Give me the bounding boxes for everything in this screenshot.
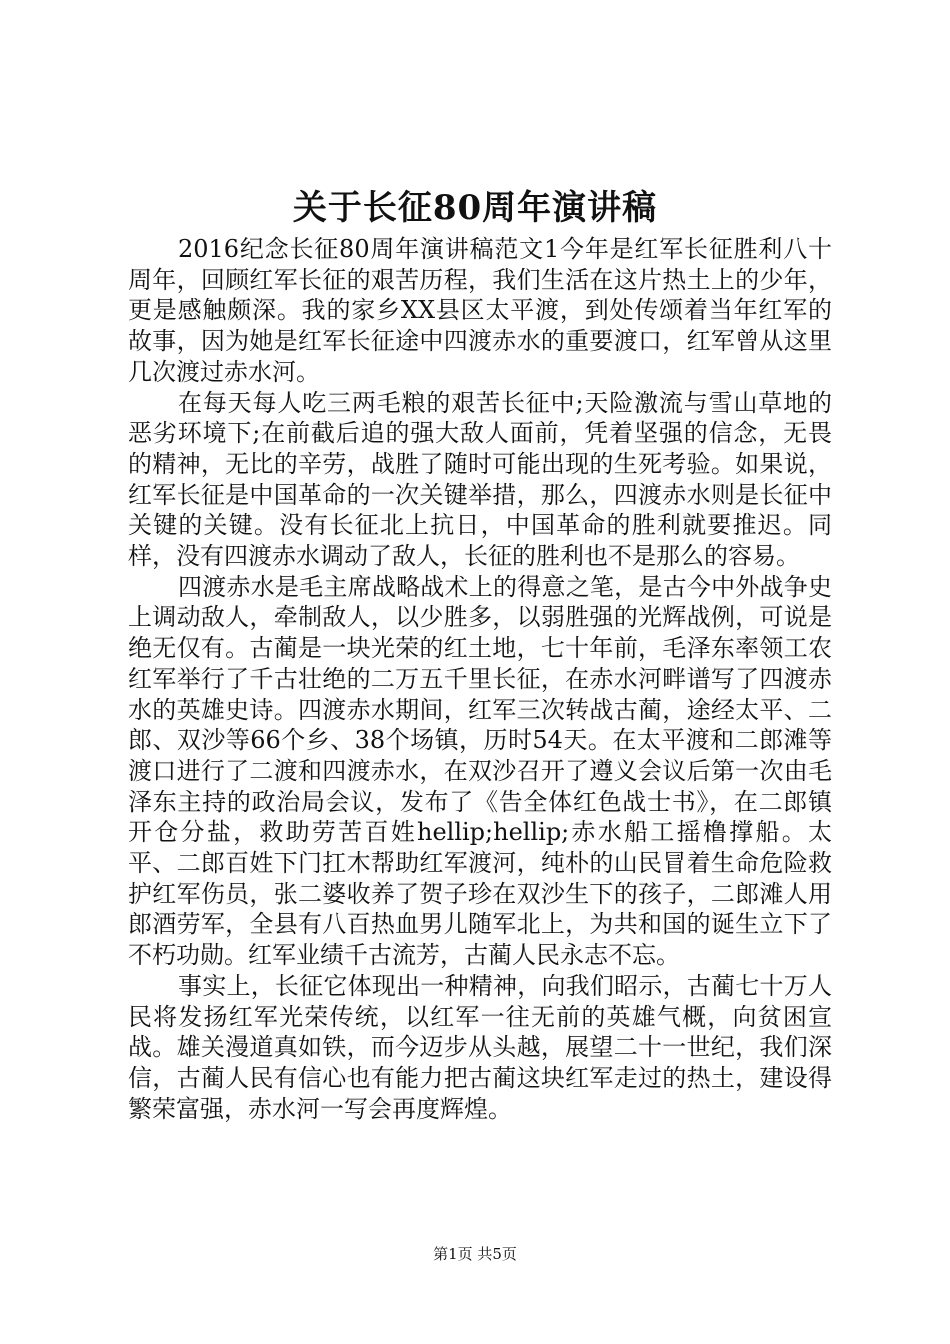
paragraph-3: 四渡赤水是毛主席战略战术上的得意之笔，是古今中外战争史上调动敌人，牵制敌人，以少胜多，以弱胜强的光辉战例，可说是绝无仅有。古蔺是一块光荣的红土地，七十年前，毛泽东率领工农红军举行了千古壮绝的二万五千里长征，在赤水河畔谱写了四渡赤水的英雄史诗。四渡赤水期间，红军三次转战古蔺，途经太平、二郎、双沙等66个乡、38个场镇，历时54天。在太平渡和二郎滩等渡口进行了二渡和四渡赤水，在双沙召开了遵义会议后第一次由毛泽东主持的政治局会议，发布了《告全体红色战士书》，在二郎镇开仓分盐，救助劳苦百姓hellip;hellip;赤水船工摇橹撑船。太平、二郎百姓下门扛木帮助红军渡河，纯朴的山民冒着生命危险救护红军伤员，张二婆收养了贺子珍在双沙生下的孩子，二郎滩人用郎酒劳军，全县有八百热血男儿随军北上，为共和国的诞生立下了不朽功勋。红军业绩千古流芳，古蔺人民永志不忘。 <box>128 572 832 970</box>
paragraph-2: 在每天每人吃三两毛粮的艰苦长征中;天险激流与雪山草地的恶劣环境下;在前截后追的强大敌人面前，凭着坚强的信念，无畏的精神，无比的辛劳，战胜了随时可能出现的生死考验。如果说，红军长征是中国革命的一次关键举措，那么，四渡赤水则是长征中关键的关键。没有长征北上抗日，中国革命的胜利就要推迟。同样，没有四渡赤水调动了敌人，长征的胜利也不是那么的容易。 <box>128 388 832 571</box>
document-body <box>128 234 832 1124</box>
paragraph-1: 2016纪念长征80周年演讲稿范文1今年是红军长征胜利八十周年，回顾红军长征的艰苦历程，我们生活在这片热土上的少年，更是感触颇深。我的家乡XX县区太平渡，到处传颂着当年红军的故事，因为她是红军长征途中四渡赤水的重要渡口，红军曾从这里几次渡过赤水河。 <box>128 235 832 386</box>
paragraph-4: 事实上，长征它体现出一种精神，向我们昭示，古蔺七十万人民将发扬红军光荣传统，以红军一往无前的英雄气概，向贫困宣战。雄关漫道真如铁，而今迈步从头越，展望二十一世纪，我们深信，古蔺人民有信心也有能力把古蔺这块红军走过的热土，建设得繁荣富强，赤水河一写会再度辉煌。 <box>128 971 832 1123</box>
page-number-footer: 第1页 共5页 <box>433 1245 517 1263</box>
page-title: 关于长征80周年演讲稿 <box>292 188 658 228</box>
